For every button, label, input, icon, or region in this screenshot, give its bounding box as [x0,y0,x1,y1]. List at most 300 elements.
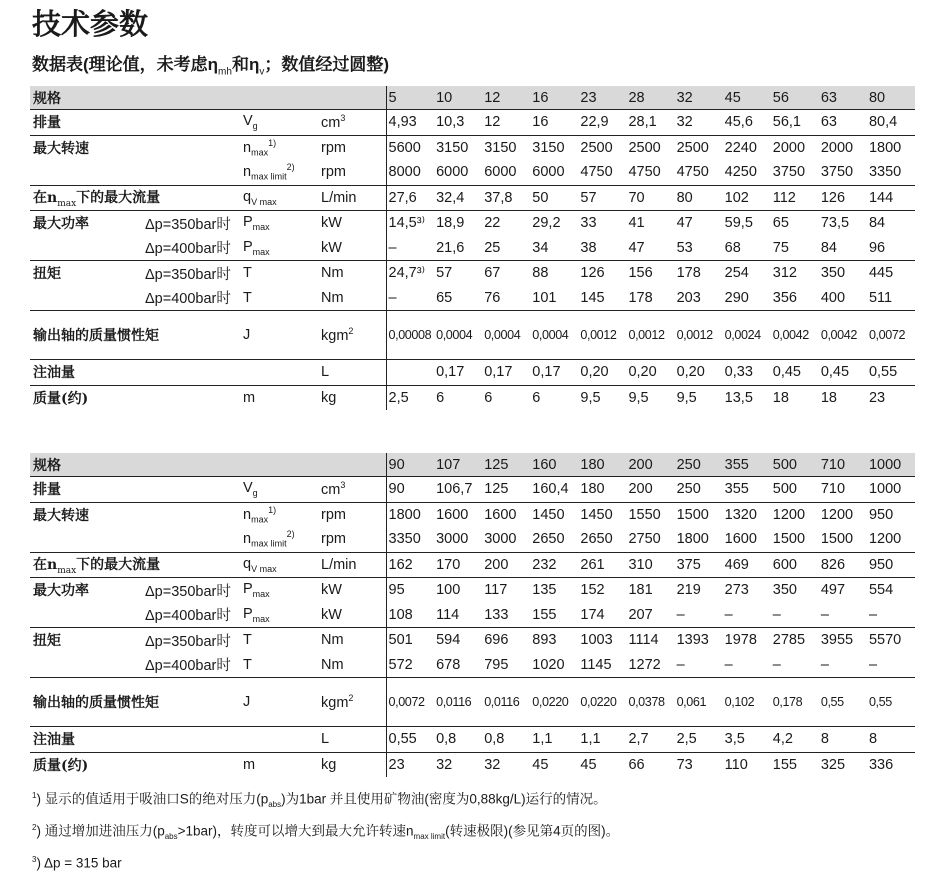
table-cell: – [388,289,397,306]
footnotes [32,784,619,875]
table-cell: – [772,606,781,623]
table-cell: 0,33 [723,360,771,386]
table-cell: 156 [626,261,674,286]
table-row [30,360,915,386]
row-symbol: T [240,628,318,653]
row-symbol: $q_{V max}$ [240,185,318,211]
table-cell: 84 [867,211,915,236]
size-header: 107 [434,453,482,477]
table-cell: 1450 [578,502,626,527]
table-cell: 27,6 [386,185,434,211]
row-label: 质量(约) [30,385,240,410]
table-cell: 0,55 [867,360,915,386]
table-cell: – [676,656,685,673]
table-cell: 135 [530,578,578,603]
table-cell: 12 [482,110,530,136]
table-cell: – [868,656,878,673]
table-cell: 14,5³⁾ [386,211,434,236]
table-cell: 893 [530,628,578,653]
table-cell: 2000 [819,135,867,160]
table-cell: 174 [580,606,605,623]
table-cell: – [676,606,685,623]
table-cell: 219 [675,578,723,603]
table-cell: 178 [628,289,653,306]
table-cell: 47 [675,211,723,236]
row-unit: rpm [318,502,386,527]
row-label [30,527,240,552]
table-cell: 1500 [772,531,806,548]
row-unit: kg [318,752,386,777]
table-cell: 102 [723,185,771,211]
row-symbol: J [240,311,318,360]
page-title: 技术参数 [32,9,149,41]
table-cell: 37,8 [482,185,530,211]
size-header: 125 [482,453,530,477]
row-unit: kg [318,385,386,410]
table-cell: 90 [386,477,434,503]
table-cell: 4,2 [771,727,819,753]
row-condition: Δp=400bar时 [145,291,231,308]
table-cell: 254 [723,261,771,286]
table-cell: 101 [532,289,557,306]
table-row [30,552,915,578]
table-cell: 501 [386,628,434,653]
table-cell: – [820,606,829,623]
table-cell: 950 [867,502,915,527]
table-cell: 356 [772,289,797,306]
table-cell: 18 [771,385,819,410]
table-cell: 0,102 [723,678,771,727]
table-cell: 152 [578,578,626,603]
table-cell: 3,5 [723,727,771,753]
table-cell: 0,0220 [578,678,626,727]
table-cell: 2,5 [386,385,434,410]
table-row [30,603,915,628]
table-cell: 45 [578,752,626,777]
row-symbol: $n_{max}^{1)}$ [240,135,318,160]
table-cell: 250 [675,477,723,503]
table-cell: 0,0220 [530,678,578,727]
table-cell: 261 [578,552,626,578]
table-cell: 18,9 [434,211,482,236]
row-label: 扭矩 [30,628,142,653]
table-cell: 375 [675,552,723,578]
table-cell: 1320 [723,502,771,527]
table-cell: 0,0378 [626,678,674,727]
table-cell: 1500 [675,502,723,527]
row-unit: kW [318,603,386,628]
row-label: 在$n_{max}$下的最大流量 [30,552,240,578]
row-label [30,160,240,185]
table-cell: 3000 [484,531,517,548]
table-cell: 336 [867,752,915,777]
table-cell: 0,17 [434,360,482,386]
size-header: 63 [819,86,867,110]
row-symbol: T [243,656,252,673]
table-row [30,628,915,653]
table-row [30,311,915,360]
table-cell: 0,0024 [723,311,771,360]
table-cell: 0,8 [434,727,482,753]
table-cell: 4250 [724,164,757,181]
table-cell: 678 [436,656,461,673]
table-cell: 1500 [820,531,854,548]
row-unit: rpm [318,160,386,185]
row-condition: Δp=350bar时 [142,628,240,653]
size-header: 23 [578,86,626,110]
table-cell: 2,7 [626,727,674,753]
table-row [30,477,915,503]
table-cell: 16 [530,110,578,136]
table-cell: 312 [771,261,819,286]
table-cell: 0,0012 [578,311,626,360]
row-unit: Nm [318,628,386,653]
table-cell: 0,0012 [626,311,674,360]
size-header: 5 [386,86,434,110]
row-symbol: $q_{V max}$ [240,552,318,578]
row-symbol: m [240,752,318,777]
row-label: 输出轴的质量惯性矩 [30,311,240,360]
table-cell: 826 [819,552,867,578]
row-label [30,286,142,311]
table-row [30,653,915,678]
row-unit: L/min [318,185,386,211]
table-cell: 126 [578,261,626,286]
table-cell: 155 [532,606,557,623]
row-symbol: $P_{max}$ [240,211,318,236]
table-cell: 21,6 [436,239,465,256]
table-row [30,678,915,727]
size-header: 56 [771,86,819,110]
table-cell: 53 [676,239,693,256]
table-cell: 200 [626,477,674,503]
header-label: 规格 [30,453,386,477]
table-cell: 795 [484,656,509,673]
table-cell: 125 [482,477,530,503]
table-cell: 1,1 [578,727,626,753]
table-cell: 5600 [386,135,434,160]
table-cell: 100 [434,578,482,603]
table-row [30,110,915,136]
table-cell: 162 [386,552,434,578]
table-cell: 0,0072 [867,311,915,360]
table-cell: 0,45 [771,360,819,386]
table-cell: 1,1 [530,727,578,753]
table-row [30,135,915,160]
table-cell: 80 [675,185,723,211]
row-symbol: m [240,385,318,410]
table-cell: 0,20 [578,360,626,386]
size-header: 1000 [867,453,915,477]
table-cell: 696 [482,628,530,653]
table-cell: 2500 [626,135,674,160]
table-cell: 400 [820,289,846,306]
row-label: 注油量 [30,360,240,386]
table-cell: 1800 [867,135,915,160]
row-label: 扭矩 [30,261,142,286]
table-cell: 126 [819,185,867,211]
row-symbol: $P_{max}$ [243,605,270,624]
table-cell: 0,178 [771,678,819,727]
row-label: 排量 [30,477,240,503]
row-unit: kgm$^2$ [318,678,386,727]
table-cell: 6 [530,385,578,410]
table-cell: 32 [434,752,482,777]
table-cell: 2,5 [675,727,723,753]
row-label [30,603,142,628]
row-label [30,236,142,261]
table-cell: 1200 [771,502,819,527]
table-cell: 0,8 [482,727,530,753]
table-cell: 2750 [628,531,661,548]
spec-table-1 [30,86,915,410]
table-cell: 41 [626,211,674,236]
size-header: 45 [723,86,771,110]
table-cell: 2500 [578,135,626,160]
table-cell: 0,17 [530,360,578,386]
table-cell: 65 [771,211,819,236]
table-row [30,502,915,527]
table-cell: 170 [434,552,482,578]
table-cell: 1450 [530,502,578,527]
table-cell: 63 [819,110,867,136]
row-unit: kW [318,236,386,261]
table-cell: 57 [578,185,626,211]
table-cell: 4750 [676,164,709,181]
table-cell: 6 [482,385,530,410]
table-cell: 180 [578,477,626,503]
size-header: 500 [771,453,819,477]
table-cell: 133 [484,606,509,623]
row-unit: L/min [318,552,386,578]
table-cell: 155 [771,752,819,777]
table-cell: 144 [867,185,915,211]
table-cell: 1978 [723,628,771,653]
table-cell: 8 [819,727,867,753]
table-cell: 600 [771,552,819,578]
table-cell: 59,5 [723,211,771,236]
table-cell: 325 [819,752,867,777]
row-symbol: $P_{max}$ [243,238,270,257]
size-header: 80 [867,86,915,110]
table-cell: 2000 [771,135,819,160]
row-symbol [240,360,318,386]
table-cell: 32 [675,110,723,136]
table-cell: 6000 [532,164,565,181]
table-cell: 0,0116 [434,678,482,727]
table-cell: 273 [723,578,771,603]
table-row [30,385,915,410]
table-cell: 1800 [676,531,709,548]
table-cell: 572 [388,656,413,673]
table-cell: 1003 [578,628,626,653]
row-symbol: $n_{max limit}^{2)}$ [243,529,295,550]
table-cell: 80,4 [867,110,915,136]
table-cell: 500 [771,477,819,503]
table-cell: 1600 [482,502,530,527]
table-cell: 23 [386,752,434,777]
table-cell: 0,55 [867,678,915,727]
table-cell: 47 [628,239,645,256]
row-label: 质量(约) [30,752,240,777]
table-cell: 0,55 [819,678,867,727]
table-cell: 469 [723,552,771,578]
table-cell: 33 [578,211,626,236]
table-cell: 75 [772,239,789,256]
table-cell: 25 [484,239,501,256]
table-cell: 1200 [868,531,902,548]
row-unit: kW [318,578,386,603]
table-cell: 145 [580,289,605,306]
table-cell: 0,20 [675,360,723,386]
table-cell: 117 [482,578,530,603]
table-cell: 1020 [532,656,565,673]
table-cell: 50 [530,185,578,211]
table-cell: 112 [771,185,819,211]
row-symbol: T [240,261,318,286]
table-row [30,286,915,311]
table-cell: 70 [626,185,674,211]
table-cell: 181 [626,578,674,603]
table-cell: 178 [675,261,723,286]
row-condition: Δp=400bar时 [145,658,231,675]
table-cell: 2785 [771,628,819,653]
row-unit: $cm^3$ [318,110,386,136]
footnote-2: $^2$) 通过增加进油压力$(p_{abs}>1bar)$，转度可以增大到最大允许转速$n_{max limit}$(转速极限)(参见第4页的图)。 [32,823,620,842]
table-cell: 76 [484,289,501,306]
table-cell: 57 [434,261,482,286]
table-cell: 3350 [868,164,902,181]
row-unit: kgm$^2$ [318,311,386,360]
table-cell: 0,0004 [482,311,530,360]
table-cell: 38 [580,239,597,256]
table-cell: 4750 [628,164,661,181]
table-cell: 84 [820,239,837,256]
table-cell: 32,4 [434,185,482,211]
table-cell: – [724,606,733,623]
row-condition: Δp=350bar时 [142,211,240,236]
row-label: 在$n_{max}$下的最大流量 [30,185,240,211]
table-cell: 160,4 [530,477,578,503]
row-label: 输出轴的质量惯性矩 [30,678,240,727]
table-cell: 1114 [626,628,674,653]
table-row [30,261,915,286]
table-cell: 6000 [436,164,469,181]
table-header-row [30,453,915,477]
table-cell: 232 [530,552,578,578]
table-cell: 106,7 [434,477,482,503]
row-unit: Nm [318,653,386,678]
table-cell: 1272 [628,656,661,673]
table-cell: 18 [819,385,867,410]
row-symbol: $n_{max}^{1)}$ [240,502,318,527]
row-condition: Δp=350bar时 [142,578,240,603]
table-cell: 950 [867,552,915,578]
table-cell: 3350 [388,531,421,548]
table-cell: 350 [819,261,867,286]
row-label: 排量 [30,110,240,136]
table-cell [386,360,434,386]
table-cell: 9,5 [578,385,626,410]
row-symbol: $V_g$ [240,110,318,136]
table-cell: 34 [532,239,549,256]
table-cell: 290 [724,289,749,306]
table-row [30,727,915,753]
size-header: 32 [675,86,723,110]
spec-table-2 [30,453,915,777]
size-header: 710 [819,453,867,477]
table-cell: 0,0072 [386,678,434,727]
table-cell: 3000 [436,531,469,548]
table-cell: 6 [434,385,482,410]
footnote-3: $^3$) Δp = 315 bar [32,855,122,871]
table-cell: 1393 [675,628,723,653]
table-cell: 350 [771,578,819,603]
table-cell: 45 [530,752,578,777]
table-cell: – [868,606,878,623]
size-header: 160 [530,453,578,477]
table-cell: 9,5 [626,385,674,410]
table-cell: 554 [867,578,915,603]
table-cell: 13,5 [723,385,771,410]
footnote-1: $^1$) 显示的值适用于吸油口S的绝对压力$(p_{abs})$为1bar 并且使用矿物油(密度为0,88kg/L)运行的情况。 [32,791,607,810]
table-cell: 1800 [386,502,434,527]
table-cell: – [388,239,397,256]
table-row [30,160,915,185]
table-cell: 73 [675,752,723,777]
row-label: 注油量 [30,727,240,753]
row-condition: Δp=400bar时 [145,608,231,625]
row-unit: L [318,727,386,753]
table-cell: 0,0116 [482,678,530,727]
header-label: 规格 [30,86,386,110]
table-row [30,236,915,261]
table-cell: 8 [867,727,915,753]
table-cell: 310 [626,552,674,578]
table-cell: 95 [386,578,434,603]
table-cell: 1600 [724,531,757,548]
size-header: 28 [626,86,674,110]
table-cell: 0,17 [482,360,530,386]
table-cell: 0,061 [675,678,723,727]
table-cell: 0,0042 [771,311,819,360]
row-unit: Nm [318,261,386,286]
table-cell: 73,5 [819,211,867,236]
table-cell: 1145 [580,656,612,673]
table-cell: 32 [482,752,530,777]
table-cell: 2650 [532,531,565,548]
table-cell: – [772,656,781,673]
table-cell: 6000 [484,164,517,181]
row-unit: L [318,360,386,386]
row-symbol [240,727,318,753]
size-header: 12 [482,86,530,110]
table-cell: 68 [724,239,741,256]
row-unit: rpm [318,135,386,160]
table-cell: 65 [436,289,453,306]
table-cell: 445 [867,261,915,286]
row-symbol: $P_{max}$ [240,578,318,603]
table-cell: 511 [868,289,893,306]
table-row [30,752,915,777]
table-cell: 710 [819,477,867,503]
table-cell: 96 [868,239,886,256]
table-cell: 56,1 [771,110,819,136]
table-cell: 0,0012 [675,311,723,360]
row-unit: rpm [318,527,386,552]
table-cell: 0,0042 [819,311,867,360]
table-cell: 88 [530,261,578,286]
